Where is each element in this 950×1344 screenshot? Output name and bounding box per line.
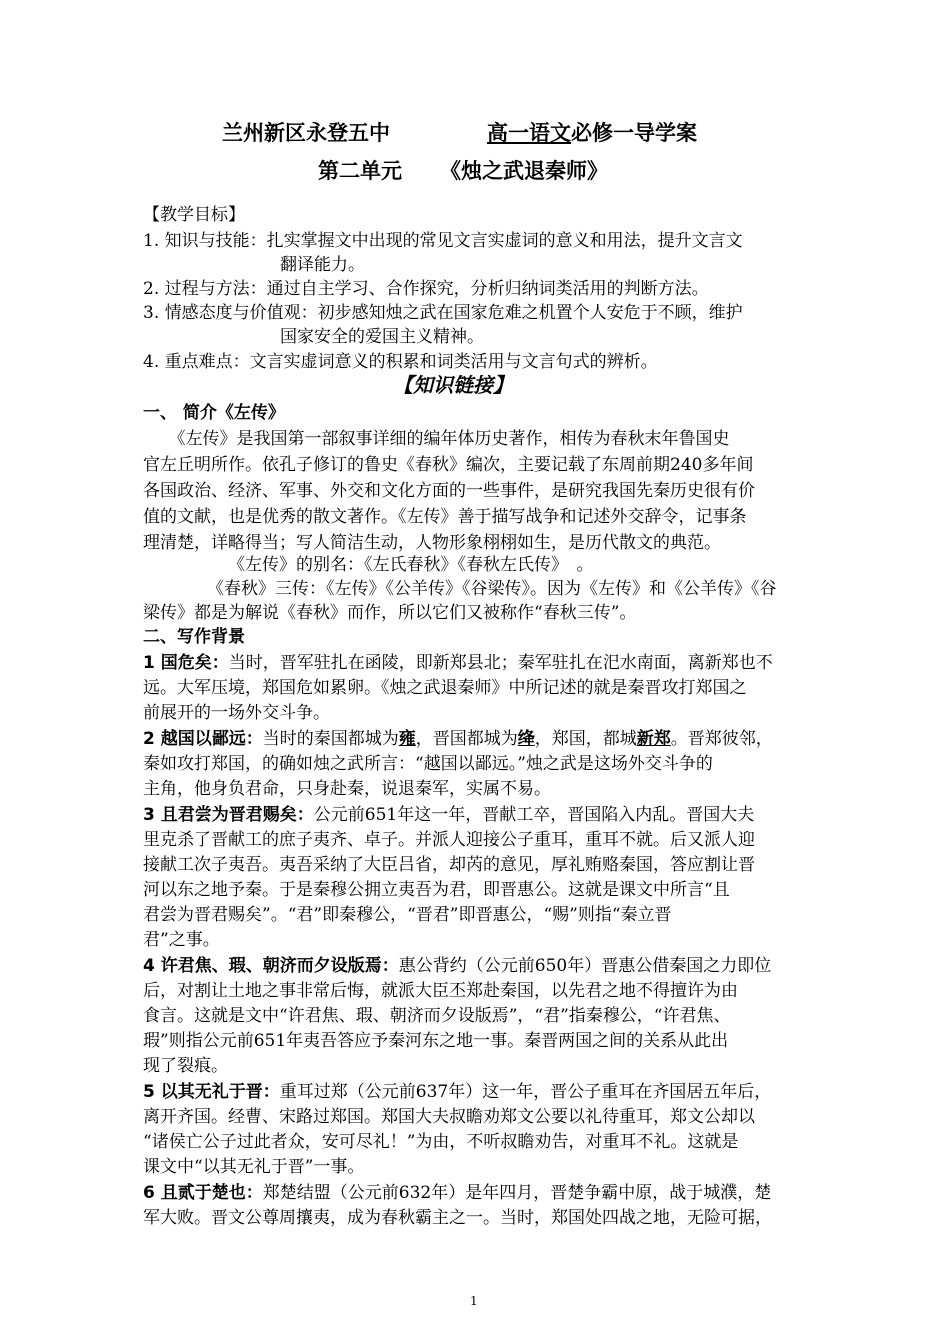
bg-3-text: 公元前651年这一年，晋献工卒，晋国陷入内乱。晋国大夫 bbox=[313, 805, 755, 825]
goal-1-cont: 翻译能力。 bbox=[280, 255, 365, 275]
goal-2: 2. 过程与方法：通过自主学习、合作探究，分析归纳词类活用的判断方法。 bbox=[143, 279, 709, 299]
capital-xinzheng: 新郑 bbox=[636, 729, 671, 749]
goal-4: 4. 重点难点：文言实虚词意义的积累和词类活用与文言句式的辨析。 bbox=[143, 352, 658, 372]
bg-2-text-d: 。晋郑彼邻， bbox=[670, 729, 773, 749]
bg-4-line-2: 后，对割让土地之事非常后悔，就派大臣丕郑赴秦国，以先君之地不得擅许为由 bbox=[143, 981, 738, 1001]
bg-2-text-b: ，晋国都城为 bbox=[415, 729, 518, 749]
bg-4-label: 4 许君焦、瑕、朝济而夕设版焉： bbox=[143, 956, 399, 976]
bg-6-line-1 bbox=[143, 1181, 771, 1205]
bg-4-line-5: 现了裂痕。 bbox=[143, 1056, 228, 1076]
bg-3-line-3: 接献工次子夷吾。夷吾采纳了大臣吕省，却芮的意见，厚礼贿赂秦国，答应割让晋 bbox=[143, 855, 755, 875]
capital-yong: 雍 bbox=[398, 729, 416, 749]
bg-1-label: 1 国危矣： bbox=[143, 653, 229, 673]
intro-line-2: 官左丘明所作。依孔子修订的鲁史《春秋》编次，主要记载了东周前期240多年间 bbox=[143, 455, 754, 475]
bg-2-line-3: 主角，他身负君命，只身赴秦，说退秦军，实属不易。 bbox=[143, 779, 551, 799]
section-1-heading: 一、 简介《左传》 bbox=[143, 403, 285, 423]
three-commentaries-line: 《春秋》三传：《左传》《公羊传》《谷梁传》。因为《左传》和《公羊传》《谷 bbox=[207, 579, 777, 599]
section-2-heading: 二、写作背景 bbox=[143, 627, 245, 647]
goals-heading: 【教学目标】 bbox=[143, 205, 245, 225]
page-number: 1 bbox=[470, 1294, 478, 1308]
bg-4-line-1 bbox=[143, 954, 771, 978]
subject-name: 高一语文 bbox=[487, 121, 571, 145]
bg-5-line-4: 课文中“以其无礼于晋”一事。 bbox=[143, 1157, 365, 1177]
bg-1-line-2: 远。大军压境，郑国危如累卵。《烛之武退秦师》中所记述的就是秦晋攻打郑国之 bbox=[143, 678, 747, 698]
bg-3-line-5: 君尝为晋君赐矣”。“君”即秦穆公，“晋君”即晋惠公，“赐”则指“秦立晋 bbox=[143, 905, 672, 925]
bg-5-line-1 bbox=[143, 1080, 771, 1104]
goal-3: 3. 情感态度与价值观：初步感知烛之武在国家危难之机置个人安危于不顾，维护 bbox=[143, 303, 743, 323]
bg-4-line-3: 食言。这就是文中“许君焦、瑕、朝济而夕设版焉”，“君”指秦穆公，“许君焦、 bbox=[143, 1006, 731, 1026]
course-name: 必修一导学案 bbox=[571, 121, 697, 145]
bg-5-line-3: “诸侯亡公子过此者众，安可尽礼！”为由，不听叔瞻劝告，对重耳不礼。这就是 bbox=[143, 1132, 739, 1152]
goal-3-cont: 国家安全的爱国主义精神。 bbox=[280, 327, 484, 347]
lesson-title: 《烛之武退秦师》 bbox=[440, 159, 608, 183]
course-title bbox=[487, 121, 697, 145]
bg-2-line-2: 秦如攻打郑国，的确如烛之武所言：“越国以鄙远。”烛之武是这场外交斗争的 bbox=[143, 754, 713, 774]
bg-3-line-6: 君”之事。 bbox=[143, 930, 220, 950]
school-name: 兰州新区永登五中 bbox=[222, 121, 390, 145]
bg-4-line-4: 瑕”则指公元前651年夷吾答应予秦河东之地一事。秦晋两国之间的关系从此出 bbox=[143, 1031, 729, 1051]
bg-5-line-2: 离开齐国。经曹、宋路过郑国。郑国大夫叔瞻劝郑文公要以礼待重耳，郑文公却以 bbox=[143, 1107, 755, 1127]
bg-2-text-c: ，郑国，都城 bbox=[534, 729, 637, 749]
three-commentaries-cont: 梁传》都是为解说《春秋》而作，所以它们又被称作“春秋三传”。 bbox=[143, 603, 637, 623]
intro-line-3: 各国政治、经济、军事、外交和文化方面的一些事件，是研究我国先秦历史很有价 bbox=[143, 481, 755, 501]
bg-5-label: 5 以其无礼于晋： bbox=[143, 1082, 280, 1102]
alias-line: 《左传》的别名：《左氏春秋》《春秋左氏传》 。 bbox=[228, 555, 594, 575]
bg-6-line-2: 军大败。晋文公尊周攘夷，成为春秋霸主之一。当时，郑国处四战之地，无险可据， bbox=[143, 1208, 772, 1228]
goal-1: 1. 知识与技能：扎实掌握文中出现的常见文言实虚词的意义和用法，提升文言文 bbox=[143, 231, 743, 251]
knowledge-link-heading: 【知识链接】 bbox=[393, 373, 513, 397]
bg-3-line-4: 河以东之地予秦。于是秦穆公拥立夷吾为君，即晋惠公。这就是课文中所言“且 bbox=[143, 880, 730, 900]
bg-1-line-1 bbox=[143, 651, 773, 675]
bg-4-text: 惠公背约（公元前650年）晋惠公借秦国之力即位 bbox=[398, 956, 772, 976]
intro-line-1: 《左传》是我国第一部叙事详细的编年体历史著作，相传为春秋末年鲁国史 bbox=[143, 429, 730, 449]
capital-jiang: 绛 bbox=[517, 729, 535, 749]
bg-1-line-3: 前展开的一场外交斗争。 bbox=[143, 703, 330, 723]
bg-5-text: 重耳过郑（公元前637年）这一年，晋公子重耳在齐国居五年后， bbox=[279, 1082, 772, 1102]
bg-6-text: 郑楚结盟（公元前632年）是年四月，晋楚争霸中原，战于城濮，楚 bbox=[262, 1183, 772, 1203]
bg-3-line-2: 里克杀了晋献工的庶子夷齐、卓子。并派人迎接公子重耳，重耳不就。后又派人迎 bbox=[143, 830, 755, 850]
bg-2-label: 2 越国以鄙远： bbox=[143, 729, 263, 749]
bg-2-line-1 bbox=[143, 727, 773, 751]
bg-6-label: 6 且贰于楚也： bbox=[143, 1183, 263, 1203]
unit-label: 第二单元 bbox=[318, 159, 402, 183]
intro-line-5: 理清楚，详略得当；写人简洁生动，人物形象栩栩如生，是历代散文的典范。 bbox=[143, 533, 721, 553]
intro-line-4: 值的文献，也是优秀的散文著作。《左传》善于描写战争和记述外交辞令，记事条 bbox=[143, 507, 747, 527]
bg-3-label: 3 且君尝为晋君赐矣： bbox=[143, 805, 314, 825]
bg-1-text: 当时，晋军驻扎在函陵，即新郑县北；秦军驻扎在汜水南面，离新郑也不 bbox=[228, 653, 773, 673]
bg-2-text-a: 当时的秦国都城为 bbox=[262, 729, 399, 749]
bg-3-line-1 bbox=[143, 803, 754, 827]
